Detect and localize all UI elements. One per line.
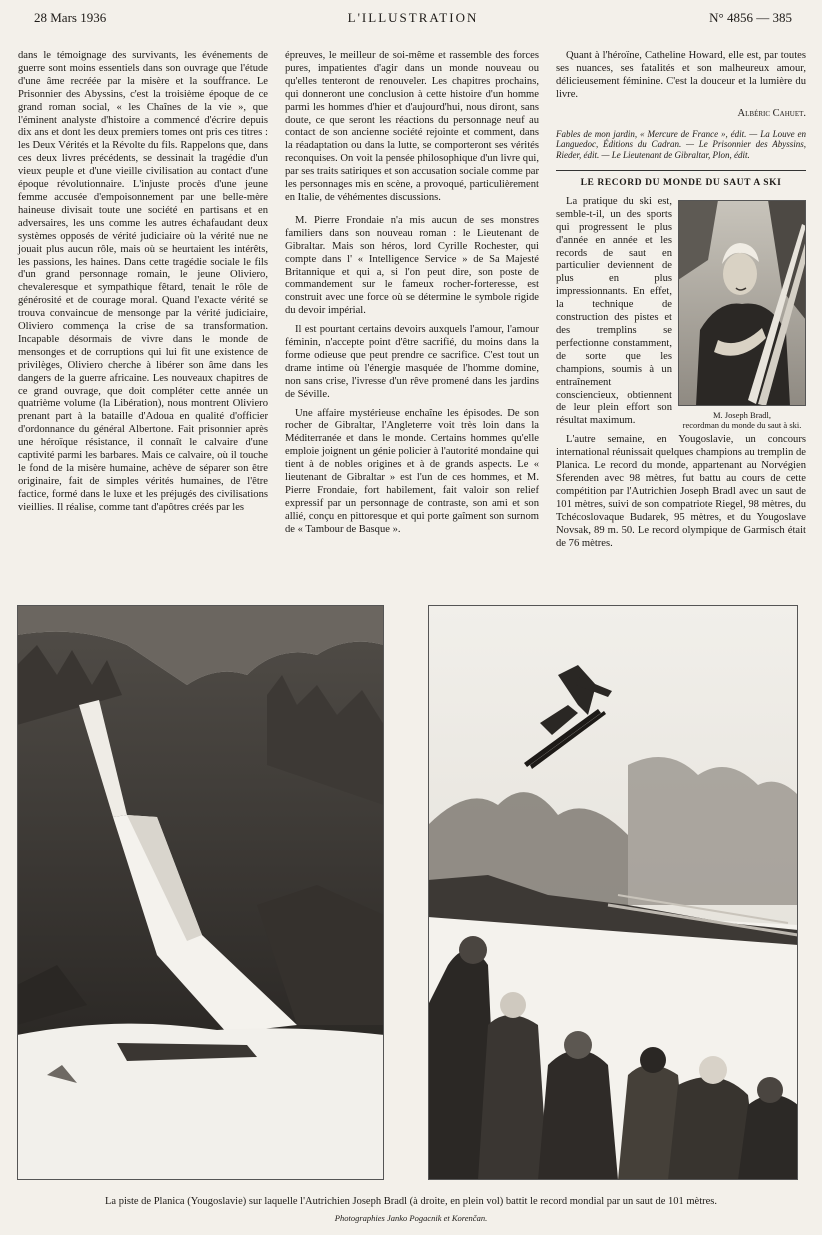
page-number: N° 4856 — 385: [709, 10, 792, 25]
ski-jumper-in-flight-photo: [428, 605, 798, 1180]
article-paragraph: La pratique du ski est, semble-t-il, un des sports qui progressent le plus d'année en année et les records de saut en particulier deviennent de plus en plus impressionnants. En effet, la technique de construction des pistes et des tremplins se perfectionne constamment, de sorte que les champions, soumis à un entraînement consciencieux, obtiennent de leur plein effort son résultat maximum.: [556, 195, 672, 427]
column-2: [285, 50, 539, 543]
book-references: Fables de mon jardin, « Mercure de France », édit. — La Louve en Languedoc, Éditions du Cadran. — Le Prisonnier des Abyssins, Rieder, édit. — Le Lieutenant de Gibraltar, Plon, édit.: [556, 128, 806, 160]
column-1: [18, 50, 268, 521]
portrait-caption-desc: recordman du monde du saut à ski.: [682, 419, 802, 430]
article-headline: LE RECORD DU MONDE DU SAUT A SKI: [580, 178, 782, 189]
column2-paragraph: M. Pierre Frondaie n'a mis aucun de ses monstres familiers dans son nouveau roman : le Lieutenant de Gibraltar. Mais son héros, lord Cyrille Rochester, qui compte dans l' « Intelligence Service » de Sa Majesté Britannique et qui a, si l'on peut dire, son poste de commandement sur le fameux rocher-forteresse, est construit avec une force où se détermine le symbole rigide du devoir impérial.: [285, 214, 539, 317]
issue-date: 28 Mars 1936: [34, 10, 107, 25]
portrait-photo: [678, 200, 806, 406]
column2-paragraph: Une affaire mystérieuse enchaîne les épisodes. De son rocher de Gibraltar, l'Angleterre voit très loin dans la Méditerranée et dans le monde. Certains hommes qu'elle emploie joignent un génie policier à l'autorité mondaine qui tient à de nobles origines et à de grands aspects. Le « lieutenant de Gibraltar » est l'un de ces hommes, et M. Pierre Frondaie, fort habilement, fait valoir son relief expressif par un personnage de contraste, son ami et son allié, conçu en pittoresque et qui porte gaîment son surnom de « Tambour de Basque ».: [285, 407, 539, 535]
section-divider: [556, 170, 806, 171]
article-paragraph: L'autre semaine, en Yougoslavie, un concours international réunissait quelques champions au tremplin de Planica. Le record du monde, appartenant au Norvégien Sferenden avec 98 mètres, fut battu au cours de cette compétition par l'Autrichien Joseph Bradl avec un saut de 101 mètres, suivi de son compatriote Riegel, 98 mètres, du Tchécoslovaque Budarek, 95 mètres, et du Yougoslave Novsak, 89 m. 50. Le record olympique de Garmisch était de 76 mètres.: [556, 434, 806, 549]
author-signature: Albéric Cahuet.: [737, 107, 806, 119]
masthead: L'ILLUSTRATION: [347, 10, 479, 25]
column1-paragraph: dans le témoignage des survivants, les événements de guerre sont moins essentiels dans son ouvrage que l'étude d'une âme recréée par la misère et la souffrance. Le Prisonnier des Abyssins, c'est la troisième époque de ce grand roman social, « les Chaînes de la vie », que l'éminent analyste d'histoire a commencé d'écrire depuis dix ans et dont les deux premiers tomes ont pris ces titres : les Deux Vérités et la Révolte du fils. Rappelons que, dans ces deux livres précédents, se dessinait la tragédie d'un vieux peuple et d'une vieille civilisation au contact d'une époque révolutionnaire. L'injuste procès d'une jeune femme accusée d'empoisonnement par une belle-mère haineuse divisait toute une société en partisans et en adversaires, les uns comme les autres échafaudant deux systèmes opposés de vérité judiciaire où la vérité nue ne jouait plus aucun rôle, mais où se heurtaient les intérêts, les passions, les haines. Dans cette tragédie sociale le fils d'un grand personnage romain, le jeune Oliviero, chevaleresque et sympathique fêtard, tenait le rôle de générosité et de courage moral. Quand l'exacte vérité se trouva convaincue de mensonge par la vérité judiciaire, Oliviero commença la crise de sa transformation. Incapable désormais de vivre dans le monde de mensonges et de corruptions qui lui fit une existence de privilèges, Oliviero cherche à libérer son âme dans les dangers de la guerre africaine. Les nouveaux chapitres de ce grand ouvrage, que doit compléter cette année un quatrième volume (la Libération), nous montrent Oliviero prenant part à la bataille d'Adoua en qualité d'officier d'ordonnance du général Albertone. Fait prisonnier après une héroïque résistance, il connaît le calvaire d'une captivité parmi les barbares. Mais ce calvaire, où il touche le fond de la misère humaine, achève de séparer son être originaire, fait de simples vérités humaines, de l'être factice, formé dans le luxe et les préjugés des civilisations vieillies. Il réalise, comme tant d'apôtres créés par les: [18, 50, 268, 513]
portrait-caption: [678, 410, 806, 430]
ski-jump-slope-photo: [17, 605, 384, 1180]
column-3: [556, 50, 806, 556]
review-closing-paragraph: Quant à l'héroïne, Catheline Howard, elle est, par toutes ses nuances, ses fatalités et son malheureux amour, délicieusement féminine. C'est la douceur et la lumière du livre.: [556, 50, 806, 100]
column2-paragraph: Il est pourtant certains devoirs auxquels l'amour, l'amour féminin, n'accepte point d'être sacrifié, du moins dans la forme odieuse que peut prendre ce sacrifice. C'est tout un drame intime où l'énergie masquée de l'homme domine, non sans crise, l'ivresse d'un rêve promené dans les jardins de Séville.: [285, 324, 539, 400]
column2-paragraph: épreuves, le meilleur de soi-même et rassemble des forces pures, impatientes d'agir dans un monde nouveau ou qu'elles tenteront de renouveler. Les chapitres prochains, qui donneront une conclusion à cette histoire d'un homme parmi les hommes d'hier et d'aujourd'hui, nous diront, sans doute, ce que seront les réactions du personnage neuf au contact de son ancienne société rejointe et comment, dans la réadaptation ou dans la lutte, se comporteront ses vérités reconquises. On voit la pensée philosophique d'un livre qui, par ses traits satiriques et son accusation sociale comme par les personnages mis en scène, a provoqué, particulièrement en Italie, de véhémentes discussions.: [285, 50, 539, 203]
portrait-caption-name: M. Joseph Bradl,: [712, 409, 772, 420]
page-header: [34, 10, 792, 30]
photo-credit: Photographies Janko Pogacnik et Korenčan.: [334, 1213, 488, 1223]
photo-caption: La piste de Planica (Yougoslavie) sur laquelle l'Autrichien Joseph Bradl (à droite, en plein vol) battit le record mondial par un saut de 101 mètres.: [105, 1196, 717, 1207]
